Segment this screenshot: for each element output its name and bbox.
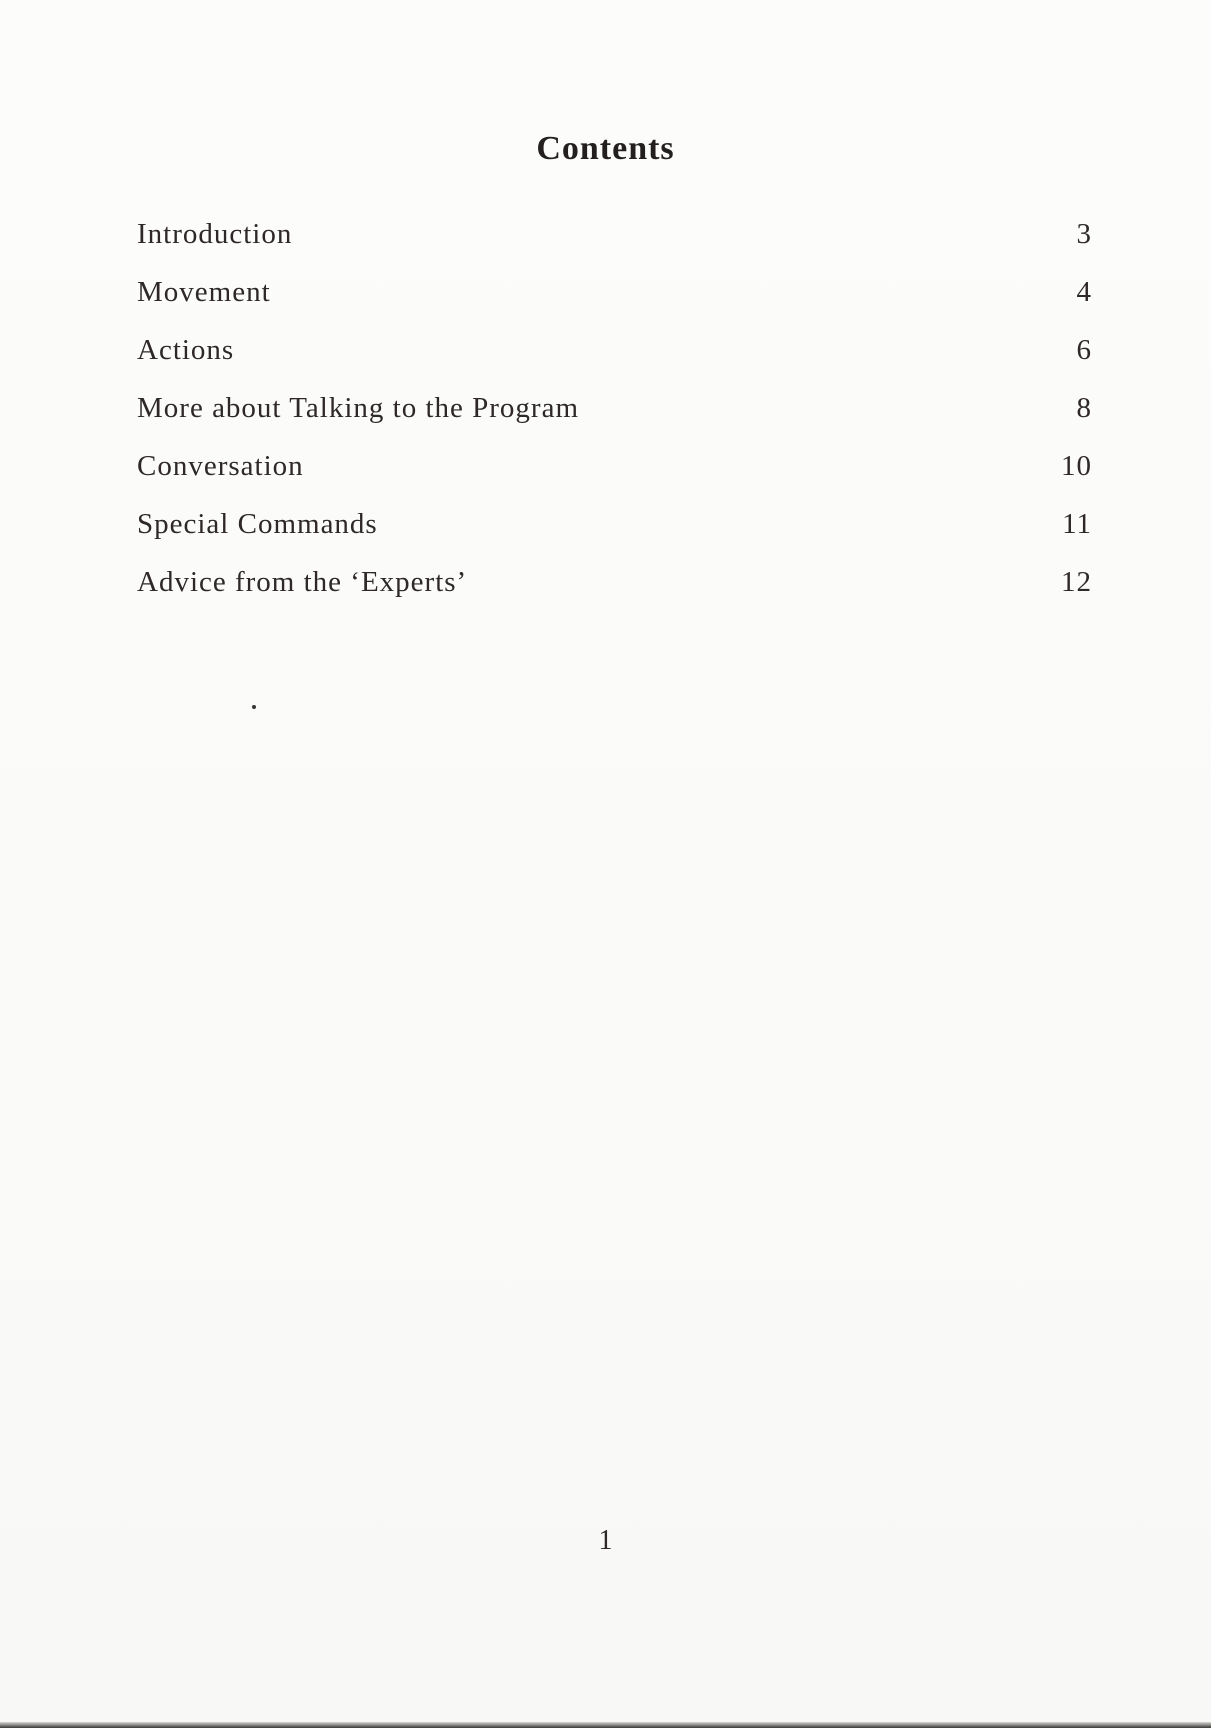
toc-entry-label: Conversation xyxy=(137,450,304,482)
ink-speck xyxy=(252,705,256,709)
toc-entry xyxy=(137,334,1092,392)
toc-entry-page: 12 xyxy=(1061,566,1092,598)
toc-entry xyxy=(137,392,1092,450)
toc-entry xyxy=(137,566,1092,624)
toc-entry-page: 4 xyxy=(1076,276,1092,308)
toc-entry-page: 8 xyxy=(1076,392,1092,424)
page-title: Contents xyxy=(536,130,675,167)
toc-entry-label: Actions xyxy=(137,334,235,366)
toc-entry-label: Advice from the ‘Experts’ xyxy=(137,566,468,598)
toc-entry-label: Introduction xyxy=(137,218,293,250)
toc-entry xyxy=(137,450,1092,508)
toc-entry-label: More about Talking to the Program xyxy=(137,392,580,424)
toc-entry-label: Movement xyxy=(137,276,271,308)
toc-entry xyxy=(137,218,1092,276)
toc-entry xyxy=(137,276,1092,334)
toc-entry-label: Special Commands xyxy=(137,508,378,540)
toc-entry-page: 6 xyxy=(1076,334,1092,366)
page-bottom-edge xyxy=(0,1722,1211,1728)
table-of-contents xyxy=(137,218,1092,624)
toc-entry-page: 11 xyxy=(1062,508,1092,540)
page-number: 1 xyxy=(598,1525,613,1556)
toc-entry xyxy=(137,508,1092,566)
toc-entry-page: 10 xyxy=(1061,450,1092,482)
toc-entry-page: 3 xyxy=(1076,218,1092,250)
